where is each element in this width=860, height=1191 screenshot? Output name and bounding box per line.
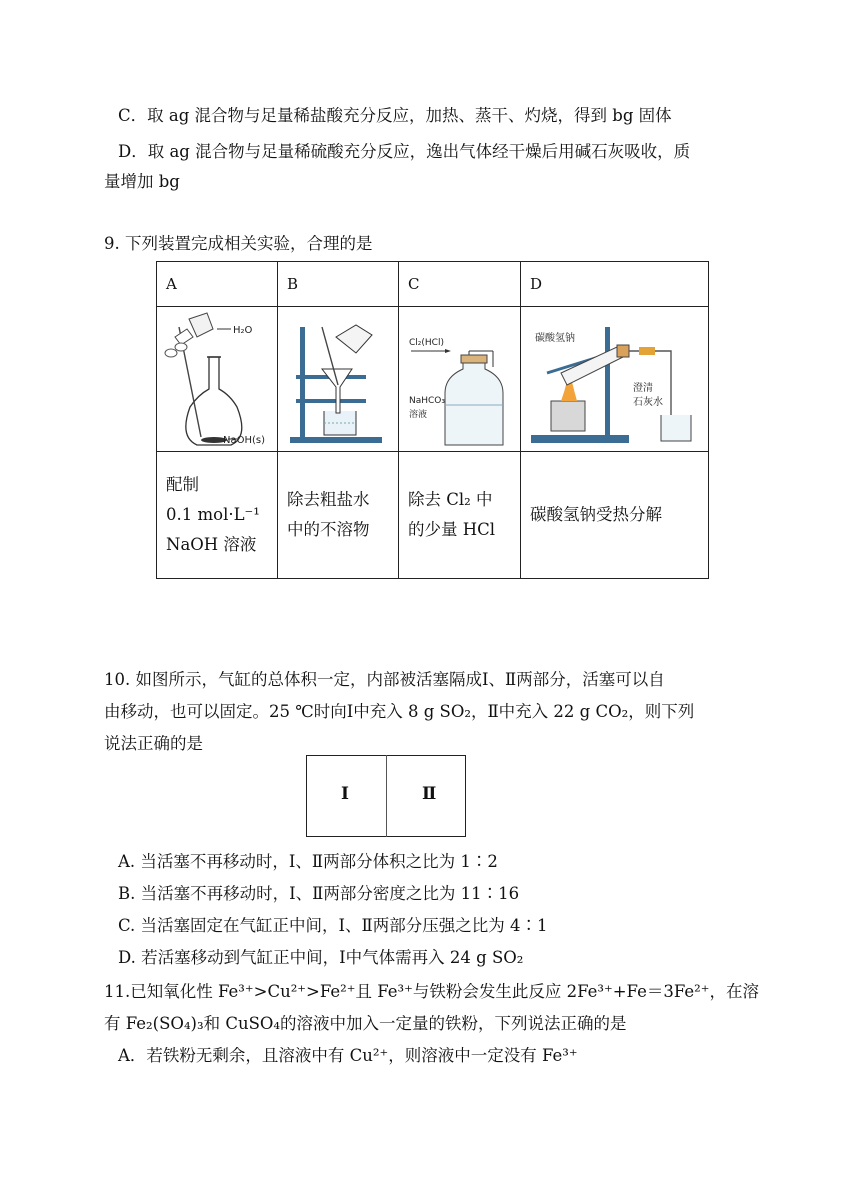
desc-c: 除去 Cl₂ 中 的少量 HCl [399,452,521,579]
q10-line3: 说法正确的是 [104,734,203,753]
desc-a: 配制 0.1 mol·L⁻¹ NaOH 溶液 [157,452,278,579]
apparatus-a-volumetric-flask [157,307,278,452]
label-h2o: H₂O [233,325,253,336]
label-solution: 溶液 [409,410,428,420]
label-limewater-2: 石灰水 [633,397,663,408]
q10-option-d: D. 若活塞移动到气缸正中间，Ⅰ中气体需再入 24 g SO₂ [118,948,524,967]
label-cl2-hcl: Cl₂(HCl) [409,338,444,348]
q8-option-d-line1: D．取 ag 混合物与足量稀硫酸充分反应，逸出气体经干燥后用碱石灰吸收，质 [118,142,691,161]
apparatus-d-heating [521,307,709,452]
header-a: A [157,262,278,307]
label-limewater-1: 澄清 [633,383,653,394]
header-d: D [521,262,709,307]
desc-b: 除去粗盐水 中的不溶物 [278,452,399,579]
label-sodium-bicarbonate: 碳酸氢钠 [535,333,575,344]
q9-options-table [156,261,709,579]
q11-option-a: A．若铁粉无剩余，且溶液中有 Cu²⁺，则溶液中一定没有 Fe³⁺ [118,1046,578,1065]
q9-stem: 9. 下列装置完成相关实验，合理的是 [104,234,373,253]
q8-option-d-line2: 量增加 bg [104,172,180,191]
q11-line2: 有 Fe₂(SO₄)₃和 CuSO₄的溶液中加入一定量的铁粉，下列说法正确的是 [104,1014,627,1033]
header-b: B [278,262,399,307]
q10-option-b: B. 当活塞不再移动时，Ⅰ、Ⅱ两部分密度之比为 11∶16 [118,884,520,903]
q11-line1: 11.已知氧化性 Fe³⁺>Cu²⁺>Fe²⁺且 Fe³⁺与铁粉会发生此反应 2Fe³⁺+Fe＝3Fe²⁺，在溶 [104,982,760,1001]
q10-option-a: A. 当活塞不再移动时，Ⅰ、Ⅱ两部分体积之比为 1∶2 [118,852,498,871]
apparatus-b-filtration [278,307,399,452]
chamber-i-label: Ⅰ [341,784,349,804]
piston [386,755,387,837]
q8-option-c: C．取 ag 混合物与足量稀盐酸充分反应，加热、蒸干、灼烧，得到 bg 固体 [118,106,672,125]
q10-line2: 由移动，也可以固定。25 ℃时向Ⅰ中充入 8 g SO₂，Ⅱ中充入 22 g CO₂，则下列 [104,702,695,721]
label-naoh: NaOH(s) [223,435,266,446]
q10-line1: 10. 如图所示，气缸的总体积一定，内部被活塞隔成Ⅰ、Ⅱ两部分，活塞可以自 [104,670,665,689]
chamber-ii-label: Ⅱ [422,784,437,804]
header-c: C [399,262,521,307]
desc-d: 碳酸氢钠受热分解 [521,452,709,579]
apparatus-c-gas-washing-bottle [399,307,521,452]
label-nahco3: NaHCO₃ [409,396,445,406]
q10-option-c: C. 当活塞固定在气缸正中间，Ⅰ、Ⅱ两部分压强之比为 4∶1 [118,916,548,935]
